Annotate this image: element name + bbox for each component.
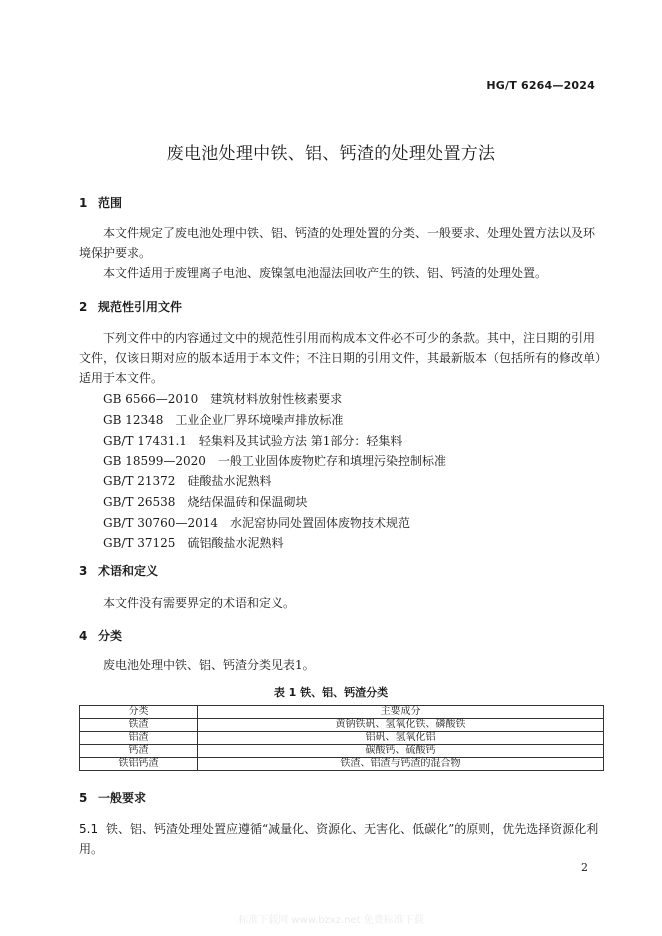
reference-item (103, 453, 446, 469)
section-1-paragraph-1 (79, 223, 603, 263)
table-cell: 铁渣、铝渣与钙渣的混合物 (198, 758, 604, 771)
table-cell: 铁铝钙渣 (80, 758, 198, 771)
table-row (80, 745, 604, 758)
section-number: 4 (79, 629, 88, 643)
section-title: 一般要求 (98, 791, 147, 805)
table-cell: 黄钠铁矾、氢氧化铁、磷酸铁 (198, 719, 604, 732)
paragraph-text: 铁、铝、钙渣处理处置应遵循“减量化、资源化、无害化、低碳化”的原则，优先选择资源化利用。 (79, 822, 599, 856)
section-number: 3 (79, 564, 88, 578)
reference-code: GB 18599—2020 (103, 454, 206, 468)
reference-code: GB/T 37125 (103, 536, 176, 550)
section-4-heading (79, 627, 122, 644)
table-caption: 表 1 铁、铝、钙渣分类 (273, 686, 389, 699)
reference-title: 轻集料及其试验方法 第1部分：轻集料 (198, 434, 403, 448)
clause-number: 5.1 (79, 822, 99, 836)
paragraph-text: 废电池处理中铁、铝、钙渣分类见表1。 (103, 658, 315, 672)
reference-title: 一般工业固体废物贮存和填埋污染控制标准 (217, 454, 446, 468)
table-cell: 碳酸钙、硫酸钙 (198, 745, 604, 758)
section-number: 1 (79, 196, 88, 210)
table-header-cell: 主要成分 (198, 706, 604, 719)
document-title: 废电池处理中铁、铝、钙渣的处理处置方法 (166, 144, 496, 164)
paragraph-text: 下列文件中的内容通过文中的规范性引用而构成本文件必不可少的条款。其中，注日期的引用文件，仅该日期对应的版本适用于本文件；不注日期的引用文件，其最新版本（包括所有的修改单）适用于本文件。 (79, 331, 602, 385)
table-header-row (80, 706, 604, 719)
reference-title: 建筑材料放射性核素要求 (210, 392, 343, 406)
reference-item (103, 473, 271, 489)
section-1-heading (79, 194, 122, 211)
reference-title: 硫铝酸盐水泥熟料 (187, 536, 284, 550)
reference-item (103, 433, 402, 449)
page-number: 2 (581, 861, 588, 874)
section-3-paragraph-1 (79, 593, 603, 613)
paragraph-text: 本文件适用于废锂离子电池、废镍氢电池湿法回收产生的铁、铝、钙渣的处理处置。 (103, 266, 548, 280)
section-3-heading (79, 562, 158, 579)
section-number: 2 (79, 300, 88, 314)
paragraph-text: 本文件没有需要界定的术语和定义。 (103, 596, 296, 610)
reference-title: 烧结保温砖和保温砌块 (187, 495, 308, 509)
reference-item (103, 515, 410, 531)
section-title: 范围 (98, 196, 123, 210)
reference-title: 水泥窑协同处置固体废物技术规范 (229, 516, 410, 530)
classification-table (79, 705, 604, 771)
section-title: 规范性引用文件 (98, 300, 183, 314)
section-2-paragraph-1 (79, 328, 603, 388)
table-header-cell: 分类 (80, 706, 198, 719)
section-2-heading (79, 298, 182, 315)
reference-code: GB/T 17431.1 (103, 434, 187, 448)
reference-item (103, 412, 343, 428)
section-number: 5 (79, 791, 88, 805)
table-row (80, 732, 604, 745)
paragraph-text: 本文件规定了废电池处理中铁、铝、钙渣的处理处置的分类、一般要求、处理处置方法以及环境保护要求。 (79, 226, 596, 260)
table-row (80, 719, 604, 732)
document-code: HG/T 6264—2024 (486, 79, 595, 92)
reference-title: 硅酸盐水泥熟料 (187, 474, 272, 488)
reference-item (103, 535, 283, 551)
reference-title: 工业企业厂界环境噪声排放标准 (175, 413, 344, 427)
section-title: 术语和定义 (98, 564, 159, 578)
table-cell: 铝矾、氢氧化铝 (198, 732, 604, 745)
table-cell: 钙渣 (80, 745, 198, 758)
reference-code: GB/T 26538 (103, 495, 176, 509)
section-1-paragraph-2 (79, 263, 603, 283)
reference-item (103, 494, 307, 510)
table-cell: 铝渣 (80, 732, 198, 745)
section-title: 分类 (98, 629, 123, 643)
watermark: 标准下载网 www.bzxz.net 免费标准下载 (238, 915, 424, 926)
table-cell: 铁渣 (80, 719, 198, 732)
section-5-heading (79, 789, 146, 806)
table-row (80, 758, 604, 771)
reference-item (103, 391, 342, 407)
reference-code: GB 6566—2010 (103, 392, 199, 406)
section-4-paragraph-1 (79, 655, 603, 675)
clause-5-1 (79, 819, 603, 859)
reference-code: GB 12348 (103, 413, 164, 427)
reference-code: GB/T 21372 (103, 474, 176, 488)
reference-code: GB/T 30760—2014 (103, 516, 218, 530)
